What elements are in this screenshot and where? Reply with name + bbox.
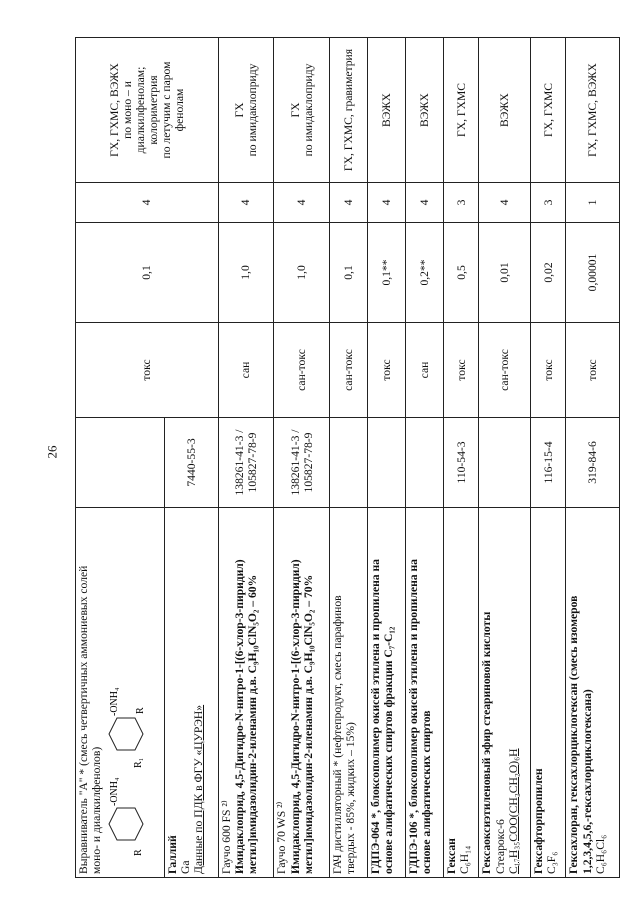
hazard-cell: токс: [76, 323, 219, 418]
class-cell: 3: [443, 183, 479, 223]
benzene-ring-right: [109, 718, 143, 750]
method-line: диалкилфенолам;: [133, 66, 147, 154]
hazard-cell: токс: [530, 323, 566, 418]
cas-cell: 7440-55-3: [165, 418, 219, 508]
cas-cell: 110-54-3: [443, 418, 479, 508]
method-cell: ГХ, ГХМС, гравиметрия: [330, 38, 368, 183]
method-line: ГХ: [288, 102, 302, 118]
value-cell: 0,00001: [566, 223, 620, 323]
substance-name-cell: [330, 508, 368, 878]
name-line: Гаучо 70 WS ²⁾: [275, 801, 289, 874]
method-line: по имидаклоприду: [301, 63, 315, 157]
name-line: C₃F₆: [544, 851, 558, 874]
cas-cell: [479, 418, 530, 508]
cas-cell: [76, 418, 165, 508]
method-cell: ГХ, ГХМС, ВЭЖХ: [566, 38, 620, 183]
value-cell: 0,1: [330, 223, 368, 323]
value-cell: 0,2**: [405, 223, 443, 323]
method-line: по имидаклоприду: [246, 63, 260, 157]
name-line: C₆H₁₄: [457, 845, 471, 874]
table-row: [218, 38, 274, 878]
class-cell: 4: [218, 183, 274, 223]
class-cell: 4: [76, 183, 219, 223]
cas-cell: 138261-41-3 / 105827-78-9: [218, 418, 274, 508]
method-line: ГХ, ГХМС, ВЭЖХ: [107, 63, 121, 157]
cas-cell: 138261-41-3 / 105827-78-9: [274, 418, 330, 508]
cas-cell: 116-15-4: [530, 418, 566, 508]
value-cell: 1,0: [218, 223, 274, 323]
name-line: основе алифатических спиртов фракции C₇-C₁₂: [382, 626, 396, 874]
method-cell: ГХ, ГХМС: [443, 38, 479, 183]
name-line: основе алифатических спиртов: [420, 710, 434, 874]
substance-name-cell: [165, 508, 219, 878]
value-cell: 0,02: [530, 223, 566, 323]
class-cell: 4: [479, 183, 530, 223]
substances-table: [75, 37, 620, 878]
name-line: Имидаклоприд, 4,5-Дигидро-N-нитро-1-[(6-хлор-3-пиридил): [288, 559, 302, 874]
method-line: ГХ: [232, 102, 246, 118]
onh4-label-left: -ONH₄: [109, 777, 121, 806]
hazard-cell: токс: [368, 323, 406, 418]
name-line: C₆H₆Cl₆: [593, 834, 607, 874]
table-row: [330, 38, 368, 878]
class-cell: 4: [330, 183, 368, 223]
name-line: Галлий: [166, 835, 180, 874]
substance-name-cell: [530, 508, 566, 878]
cas-cell: [405, 418, 443, 508]
hazard-cell: токс: [443, 323, 479, 418]
value-cell: 0,01: [479, 223, 530, 323]
method-cell: [274, 38, 330, 183]
name-line: Гексаоксиэтиленовый эфир стеариновой кислоты: [480, 611, 494, 874]
method-cell: ГХ, ГХМС: [530, 38, 566, 183]
substance-name-cell: [566, 508, 620, 878]
value-cell: 0,5: [443, 223, 479, 323]
table-row: [566, 38, 620, 878]
name-line: 1,2,3,4,5,6,-гексахлорциклогексана): [580, 689, 594, 874]
method-cell: [76, 38, 219, 183]
class-cell: 3: [530, 183, 566, 223]
name-line: Гексан: [444, 838, 458, 874]
substance-name-cell: [76, 508, 165, 878]
table-row: [405, 38, 443, 878]
chemical-structure-diagram: [105, 664, 147, 864]
class-cell: 4: [368, 183, 406, 223]
method-cell: ВЭЖХ: [479, 38, 530, 183]
class-cell: 4: [405, 183, 443, 223]
name-line: Выравниватель "А" * (смесь четвертичных аммониевых солей: [77, 565, 90, 874]
hazard-cell: токс: [566, 323, 620, 418]
benzene-ring-left: [109, 808, 143, 840]
cas-cell: [330, 418, 368, 508]
r1-label: R₁: [133, 757, 145, 768]
rotated-table-container: [75, 38, 620, 878]
class-cell: 1: [566, 183, 620, 223]
name-line: метил]имидазолидин-2-иленамин д.в. C₉H₁₀ClN₅O₂ – 70%: [301, 574, 315, 874]
hazard-cell: сан-токс: [479, 323, 530, 418]
method-line: по моно – и: [120, 81, 134, 139]
value-cell: 0,1: [76, 223, 219, 323]
name-line: метил]имидазолидин-2-иленамин д.в. C₉H₁₀ClN₅O₂ – 60%: [245, 574, 259, 874]
name-line: Имидаклоприд, 4,5-Дигидро-N-нитро-1-[(6-хлор-3-пиридил): [232, 559, 246, 874]
table-row: [479, 38, 530, 878]
method-line: колориметрия: [146, 75, 160, 145]
onh4-label-right: -ONH₄: [109, 687, 121, 716]
value-cell: 0,1**: [368, 223, 406, 323]
substance-name-cell: [218, 508, 274, 878]
substance-name-cell: [479, 508, 530, 878]
hazard-cell: сан: [218, 323, 274, 418]
name-line: Стеарокс-6: [493, 819, 507, 874]
name-line: Ga: [179, 860, 193, 874]
method-line: фенолам: [173, 88, 187, 132]
name-line: твердых - 85%, жидких – 15%): [344, 722, 358, 874]
hazard-cell: сан-токс: [330, 323, 368, 418]
table-row: [443, 38, 479, 878]
name-line: ГДПЭ-106 *, блоксополимер окисей этилена и пропилена на: [406, 559, 420, 874]
name-line: ГАЧ дистилляторный * (нефтепродукт, смесь парафинов: [331, 595, 345, 874]
name-line: Данные по ПДК в ФГУ «ЦУРЭН»: [192, 704, 206, 874]
substance-name-cell: [443, 508, 479, 878]
method-cell: [218, 38, 274, 183]
table-row: [274, 38, 330, 878]
hazard-cell: сан-токс: [274, 323, 330, 418]
name-line: Гаучо 600 FS ²⁾: [219, 800, 233, 874]
name-line: C₁₇H₃₅COO(CH₂CH₂O)₆H: [506, 748, 520, 874]
hazard-cell: сан: [405, 323, 443, 418]
substance-name-cell: [405, 508, 443, 878]
name-line: Гексахлоран, гексахлорциклогексан (смесь изомеров: [567, 595, 581, 874]
table-row: [368, 38, 406, 878]
value-cell: 1,0: [274, 223, 330, 323]
cas-cell: [368, 418, 406, 508]
r-label-bottom: R: [135, 707, 147, 714]
method-cell: ВЭЖХ: [405, 38, 443, 183]
table-row: [530, 38, 566, 878]
r-label: R: [133, 849, 145, 856]
method-cell: ВЭЖХ: [368, 38, 406, 183]
name-line: моно- и диалкилфенолов): [90, 746, 104, 874]
substance-name-cell: [274, 508, 330, 878]
name-line: ГДПЭ-064 *, блоксополимер окисей этилена и пропилена на: [369, 559, 383, 874]
method-line: по летучим с паром: [159, 61, 173, 159]
class-cell: 4: [274, 183, 330, 223]
substance-name-cell: [368, 508, 406, 878]
cas-cell: 319-84-6: [566, 418, 620, 508]
table-row: [76, 38, 165, 878]
name-line: Гексафторпропилен: [531, 768, 545, 874]
page-number: 26: [44, 445, 60, 459]
